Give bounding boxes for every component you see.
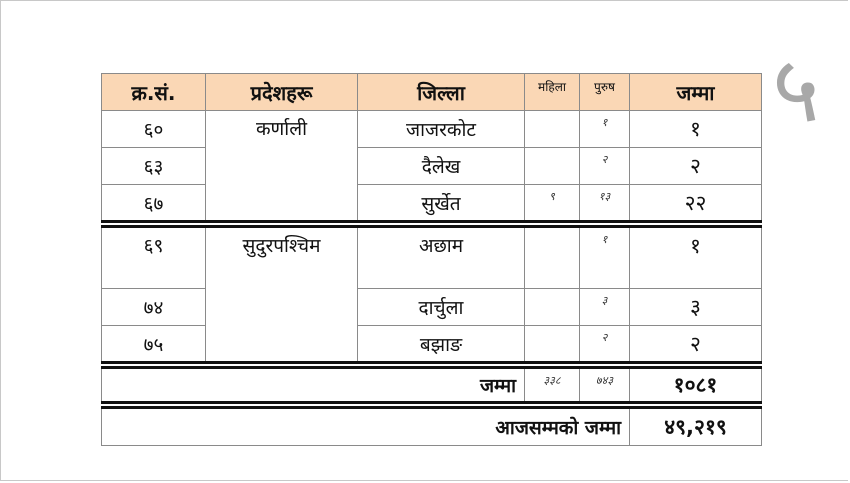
header-male: पुरुष [580,74,630,111]
sum-row [102,368,762,403]
serial-cell: ७४ [102,289,206,326]
male-cell: ३ [580,289,630,326]
serial-cell: ६९ [102,227,206,289]
total-cell: २ [630,148,762,185]
serial-cell: ६० [102,111,206,148]
sum-total: १०८१ [630,368,762,403]
male-cell: २ [580,326,630,363]
female-cell [525,148,580,185]
male-cell: १ [580,111,630,148]
serial-cell: ६३ [102,148,206,185]
header-total: जम्मा [630,74,762,111]
district-cell: बझाङ [358,326,525,363]
header-serial: क्र.सं. [102,74,206,111]
cumulative-label: आजसम्मको जम्मा [102,408,630,446]
sum-female: ३३८ [525,368,580,403]
district-count-table [101,73,762,446]
district-cell: दैलेख [358,148,525,185]
table-row [102,227,762,289]
sum-label: जम्मा [102,368,525,403]
district-cell: सुर्खेत [358,185,525,222]
total-cell: १ [630,227,762,289]
header-province: प्रदेशहरू [206,74,358,111]
district-cell: अछाम [358,227,525,289]
male-cell: १ [580,227,630,289]
table-row [102,185,762,222]
female-cell [525,111,580,148]
female-cell [525,326,580,363]
cumulative-total: ४९,२१९ [630,408,762,446]
district-cell: जाजरकोट [358,111,525,148]
header-row [102,74,762,111]
female-cell [525,289,580,326]
total-cell: १ [630,111,762,148]
female-cell [525,227,580,289]
total-cell: ३ [630,289,762,326]
male-cell: २ [580,148,630,185]
serial-cell: ६७ [102,185,206,222]
total-cell: २२ [630,185,762,222]
district-cell: दार्चुला [358,289,525,326]
sum-male: ७४३ [580,368,630,403]
table-row [102,326,762,363]
header-district: जिल्ला [358,74,525,111]
male-cell: १३ [580,185,630,222]
page-number: ५ [772,36,820,143]
serial-cell: ७५ [102,326,206,363]
female-cell: ९ [525,185,580,222]
table-row [102,148,762,185]
header-female: महिला [525,74,580,111]
table-row [102,111,762,148]
table-row [102,289,762,326]
cumulative-row [102,408,762,446]
province-cell: कर्णाली [206,111,358,222]
total-cell: २ [630,326,762,363]
province-cell: सुदुरपश्चिम [206,227,358,363]
